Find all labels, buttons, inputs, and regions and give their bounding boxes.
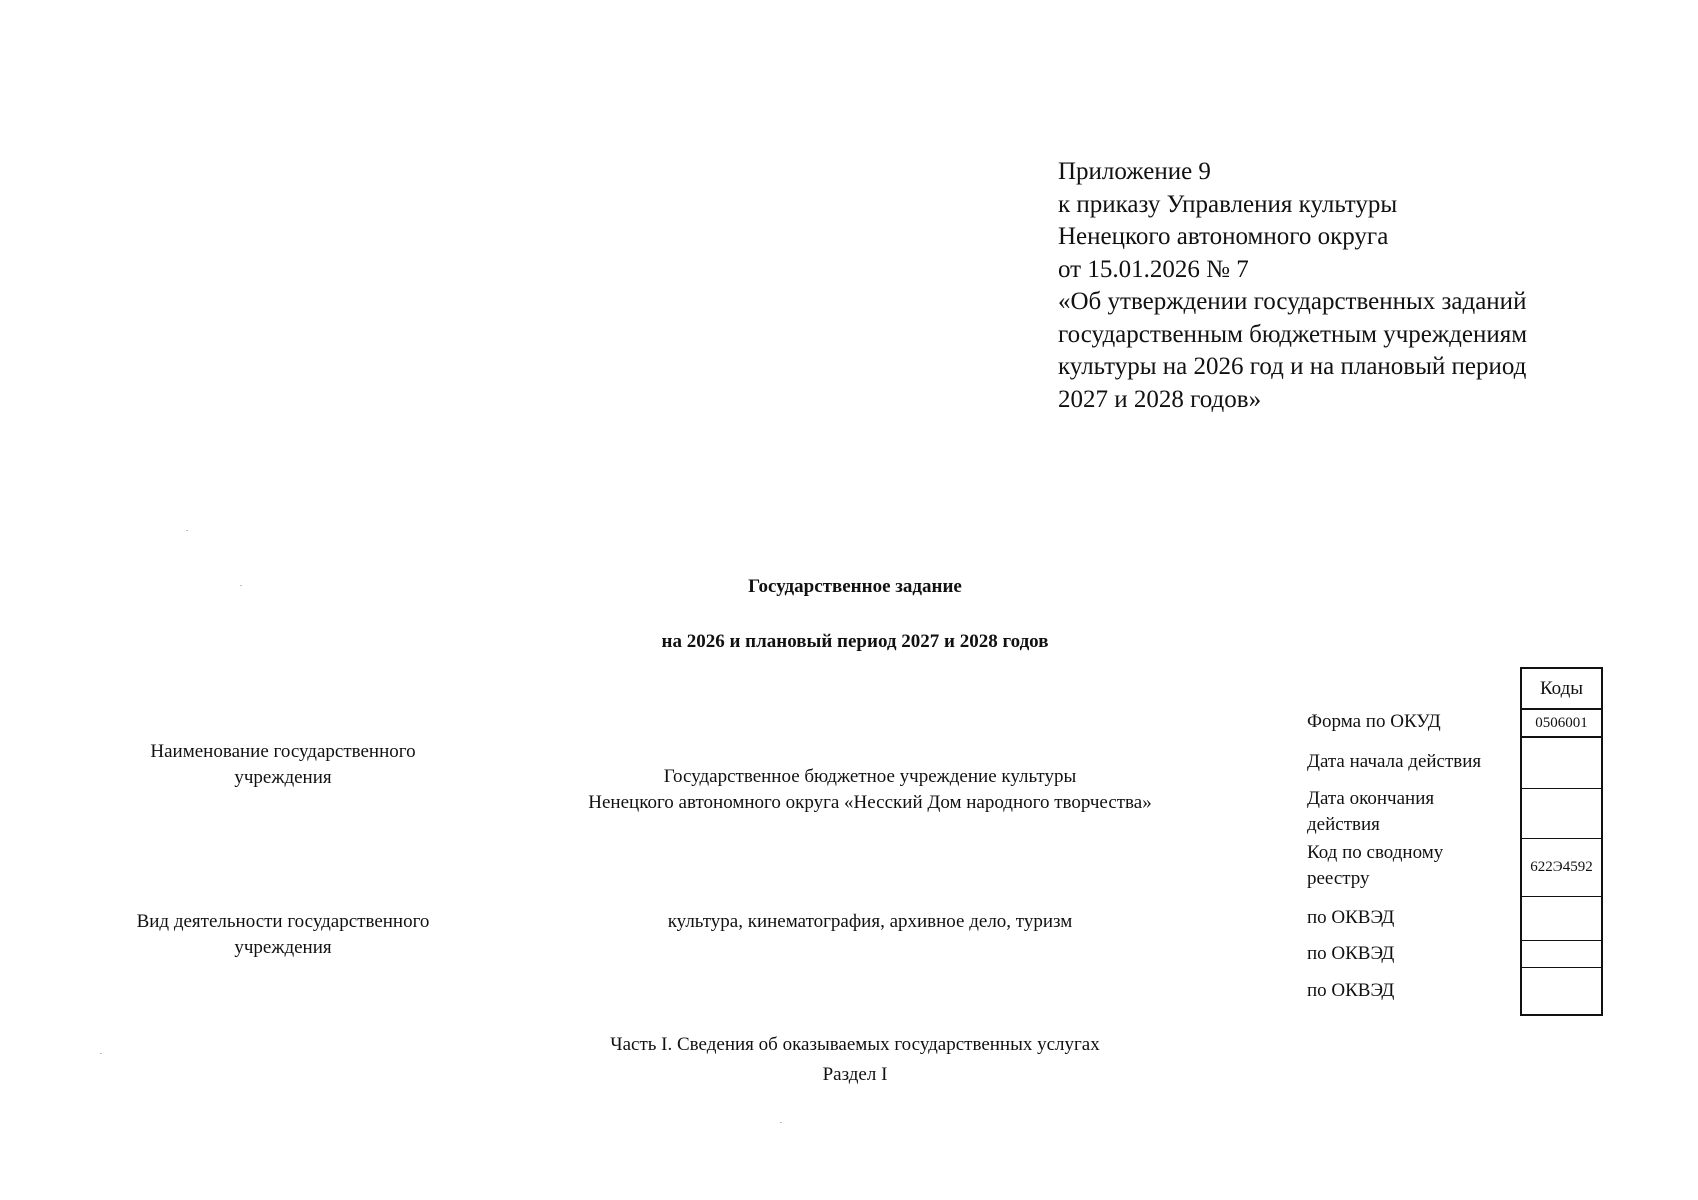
scan-speck [186, 530, 188, 531]
code-value-okud: 0506001 [1522, 708, 1601, 736]
value-line: Ненецкого автономного округа «Несский Дом народного творчества» [588, 792, 1152, 813]
code-label-end-date: Дата окончания действия [1307, 788, 1435, 835]
code-value-registry: 622Э4592 [1522, 838, 1601, 896]
appendix-line: культуры на 2026 год и на плановый период [1058, 353, 1527, 380]
appendix-line: государственным бюджетным учреждениям [1058, 320, 1528, 348]
appendix-line: Приложение 9 [1058, 158, 1211, 185]
label-line: Наименование государственного [150, 741, 416, 762]
label-line: учреждения [234, 937, 332, 958]
institution-name-label [83, 739, 483, 791]
label-line: Вид деятельности государственного [136, 911, 430, 932]
document-title: Государственное задание [748, 576, 962, 597]
appendix-line: от 15.01.2026 № 7 [1058, 255, 1249, 283]
activity-type-value: культура, кинематография, архивное дело, туризм [667, 911, 1073, 932]
code-value-okved [1522, 896, 1601, 940]
code-value-start-date [1522, 736, 1601, 788]
appendix-line: к приказу Управления культуры [1058, 190, 1398, 218]
value-line: Государственное бюджетное учреждение культуры [663, 766, 1077, 787]
scan-speck [100, 1053, 102, 1054]
code-label-okved: по ОКВЭД [1307, 943, 1395, 964]
document-subtitle: на 2026 и плановый период 2027 и 2028 годов [661, 631, 1049, 652]
codes-table [1520, 667, 1603, 1016]
institution-name-value [520, 764, 1220, 816]
code-label-start-date: Дата начала действия [1307, 751, 1482, 772]
code-value-end-date [1522, 788, 1601, 838]
code-label-okved: по ОКВЭД [1307, 907, 1395, 928]
label-line: учреждения [234, 767, 332, 788]
part-title: Часть I. Сведения об оказываемых государственных услугах [610, 1034, 1100, 1055]
appendix-header [1058, 156, 1618, 416]
appendix-line: Ненецкого автономного округа [1058, 223, 1389, 250]
code-value-okved [1522, 967, 1601, 1014]
code-label-registry: Код по сводному реестру [1307, 842, 1444, 889]
code-label-okved: по ОКВЭД [1307, 980, 1395, 1001]
scan-speck [240, 585, 242, 586]
appendix-line: «Об утверждении государственных заданий [1058, 288, 1527, 315]
appendix-line: 2027 и 2028 годов» [1058, 385, 1262, 413]
codes-header: Коды [1539, 677, 1584, 699]
section-title: Раздел I [822, 1064, 888, 1085]
code-value-okved [1522, 940, 1601, 967]
code-label-okud: Форма по ОКУД [1307, 711, 1441, 732]
activity-type-label [83, 909, 483, 961]
scan-speck [780, 1122, 782, 1123]
